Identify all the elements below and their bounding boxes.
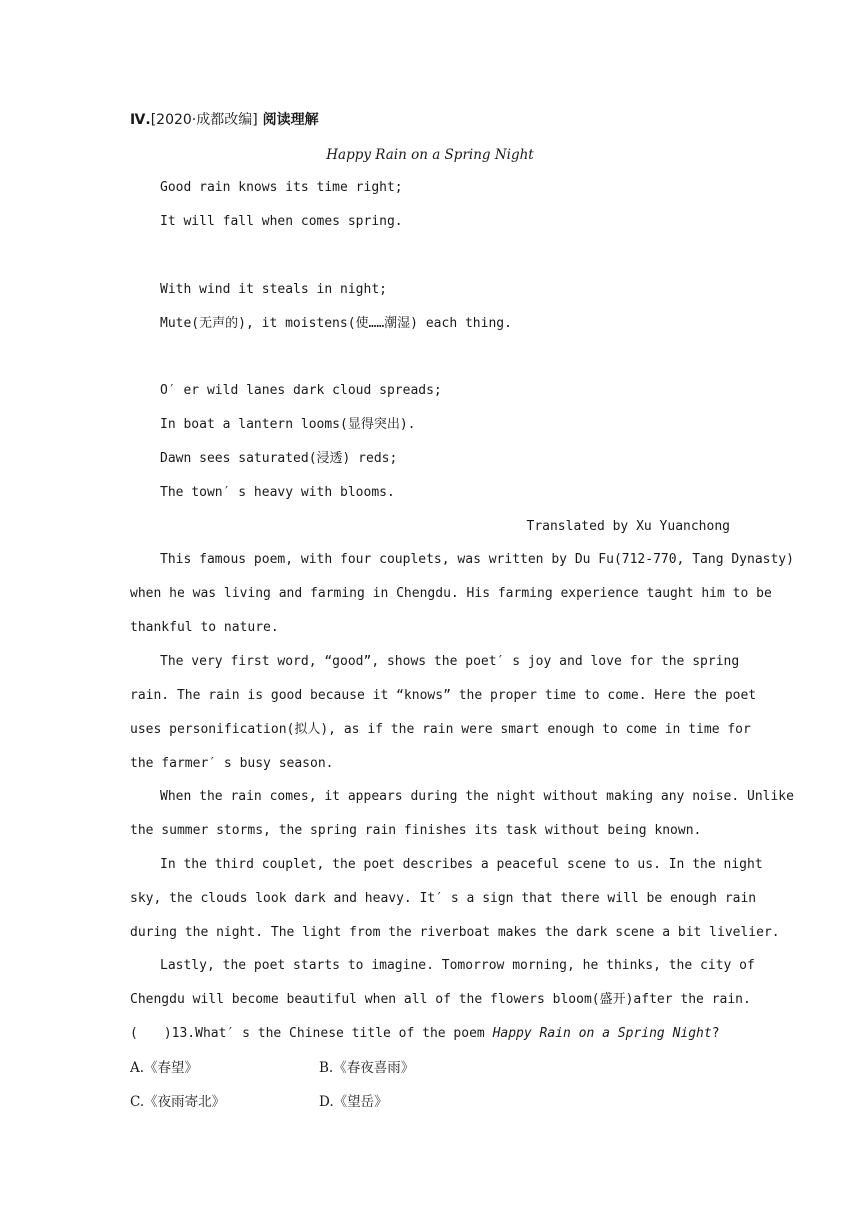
paragraph-line: In the third couplet, the poet describes a peaceful scene to us. In the night [160,857,763,872]
paragraph-line: the farmer′ s busy season. [130,756,334,771]
question-stem [130,1024,730,1044]
poem-line: With wind it steals in night; [160,282,387,297]
poem-title: Happy Rain on a Spring Night [326,147,534,163]
question-mark: ? [711,1026,720,1041]
answer-blank[interactable]: ( ) [130,1026,172,1041]
option-a[interactable]: A.《春望》 [130,1060,199,1076]
poem-line: Mute(无声的), it moistens(使……潮湿) each thing. [160,316,512,331]
section-heading [130,110,730,130]
question-poem-title: Happy Rain on a Spring Night [492,1026,712,1041]
paragraph-line: The very first word, “good”, shows the poet′ s joy and love for the spring [160,654,740,669]
paragraph-line: Lastly, the poet starts to imagine. Tomorrow morning, he thinks, the city of [160,958,755,973]
question-number: 13. [171,1026,196,1041]
paragraph-line: When the rain comes, it appears during the night without making any noise. Unlike [160,789,794,804]
poem-line: The town′ s heavy with blooms. [160,485,395,500]
poem-line: Dawn sees saturated(浸透) reds; [160,451,398,466]
option-b[interactable]: B.《春夜喜雨》 [319,1060,415,1076]
paragraph-line: rain. The rain is good because it “knows” the proper time to come. Here the poet [130,688,757,703]
section-numeral: Ⅳ. [130,112,151,128]
paragraph-line: during the night. The light from the riverboat makes the dark scene a bit livelier. [130,925,780,940]
option-d[interactable]: D.《望岳》 [319,1094,388,1110]
poem-line: Good rain knows its time right; [160,180,403,195]
paragraph-line: sky, the clouds look dark and heavy. It′ s a sign that there will be enough rain [130,891,757,906]
document-page [130,0,794,1216]
paragraph-line: when he was living and farming in Chengdu. His farming experience taught him to be [130,586,772,601]
paragraph-line: This famous poem, with four couplets, was written by Du Fu(712-770, Tang Dynasty) [160,552,794,567]
paragraph-line: uses personification(拟人), as if the rain were smart enough to come in time for [130,722,751,737]
option-c[interactable]: C.《夜雨寄北》 [130,1094,226,1110]
paragraph-line: thankful to nature. [130,620,279,635]
paragraph-line: the summer storms, the spring rain finishes its task without being known. [130,823,702,838]
poem-line: It will fall when comes spring. [160,214,403,229]
poem-translator: Translated by Xu Yuanchong [526,519,730,534]
question-text: What′ s the Chinese title of the poem [195,1026,493,1041]
poem-line: O′ er wild lanes dark cloud spreads; [160,383,442,398]
paragraph-line: Chengdu will become beautiful when all of the flowers bloom(盛开)after the rain. [130,992,751,1007]
section-source: [2020·成都改编] [150,112,258,128]
poem-line: In boat a lantern looms(显得突出). [160,417,416,432]
section-title: 阅读理解 [262,112,319,128]
